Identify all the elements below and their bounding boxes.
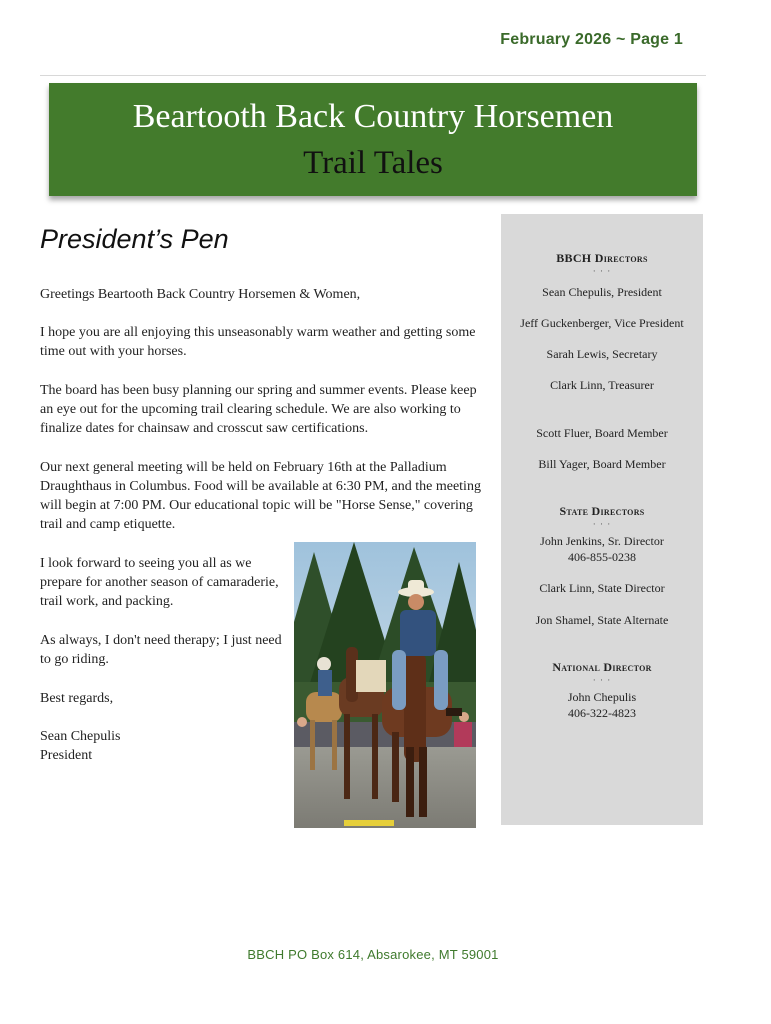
director-treasurer: Clark Linn, Treasurer [550,378,654,392]
signature-title: President [40,748,93,763]
director-vice-president: Jeff Guckenberger, Vice President [520,316,684,330]
greeting-paragraph: Greetings Beartooth Back Country Horsemen & Women, [40,287,361,302]
national-director-phone: 406-322-4823 [568,706,636,720]
state-directors-heading: State Directors [559,504,645,518]
section-divider-dots: · · · [592,675,612,685]
header-divider [40,75,706,76]
publication-title: Trail Tales [303,145,443,181]
national-director-heading: National Director [552,660,652,674]
director-board-member: Bill Yager, Board Member [538,457,666,471]
closing-line: Best regards, [40,691,114,706]
outlook-paragraph: I look forward to seeing you all as we prepare for another season of camaraderie, trail work, and packing. [40,556,279,609]
state-director-name: John Jenkins, Sr. Director [540,534,664,548]
organization-name: Beartooth Back Country Horsemen [132,98,614,135]
therapy-paragraph: As always, I don't need therapy; I just need to go riding. [40,633,282,667]
masthead-banner [49,83,697,196]
directors-sidebar [501,214,703,825]
riders-photo [294,542,476,828]
state-alternate: Jon Shamel, State Alternate [535,613,669,627]
signature-name: Sean Chepulis [40,729,121,744]
state-director-phone: 406-855-0238 [568,550,636,564]
section-divider-dots: · · · [592,519,612,529]
riders-photo-image [294,542,476,828]
section-divider-dots: · · · [592,266,612,276]
meeting-paragraph: Our next general meeting will be held on February 16th at the Palladium Draughthaus in Columbus. Food will be available at 6:30 PM, and the meeting will begin at 7:00 PM. Our educational topic will be "Horse Sense," covering trail and camp etiquette. [40,460,481,532]
state-director-linn: Clark Linn, State Director [539,581,665,595]
national-director-name: John Chepulis [567,690,637,704]
director-board-member: Scott Fluer, Board Member [536,426,668,440]
board-paragraph: The board has been busy planning our spring and summer events. Please keep an eye out for the upcoming trail clearing schedule. We are also working to finalize dates for chainsaw and crosscut saw certifications. [40,383,477,436]
bbch-directors-heading: BBCH Directors [556,251,648,265]
weather-paragraph: I hope you are all enjoying this unseasonably warm weather and getting some time out with your horses. [40,325,476,359]
article-title: President’s Pen [40,224,229,254]
signature-block [40,727,285,765]
footer-address: BBCH PO Box 614, Absarokee, MT 59001 [247,947,499,962]
page-date-header: February 2026 ~ Page 1 [500,31,683,48]
director-secretary: Sarah Lewis, Secretary [546,347,658,361]
director-president: Sean Chepulis, President [542,285,662,299]
